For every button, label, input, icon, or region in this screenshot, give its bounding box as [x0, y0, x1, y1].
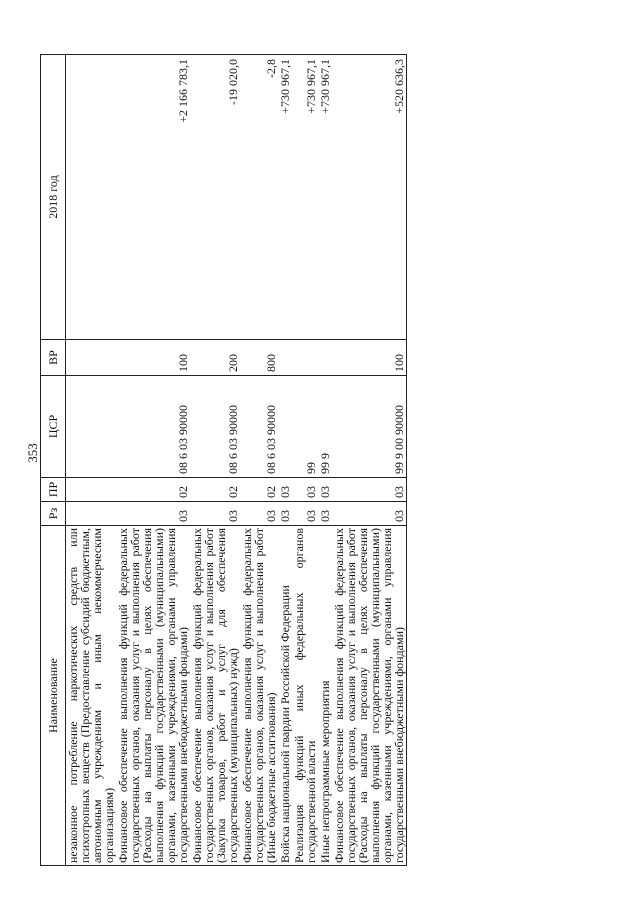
row-name: Финансовое обеспечение выполнения функций федеральных государственных органов, оказания услуг и выполнения работ (Закупка товаров, работ и услуг для обеспечения государственных (муниципальных) нужд): [190, 526, 240, 866]
row-rz: 03: [190, 502, 240, 526]
row-name: незаконное потребление наркотических средств или психотропных веществ (Предоставление субсидий бюджетным, автономным учреждениям и иным некоммерческим организациям): [66, 526, 117, 866]
table-row: [318, 55, 332, 866]
table-row: [332, 55, 407, 866]
header-rz: Рз: [41, 502, 66, 526]
row-csr: 99 9 00 90000: [332, 376, 407, 478]
table-row: [116, 55, 190, 866]
row-amount: +730 967,1: [292, 55, 318, 340]
row-pr: 02: [116, 478, 190, 502]
row-amount: [66, 55, 117, 340]
row-name: Финансовое обеспечение выполнения функций федеральных государственных органов, оказания услуг и выполнения работ (Расходы на выплаты персоналу в целях обеспечения выполнения функций государственными (муниципальными) органами, казенными учреждениями, органами управления государственными внебюджетными фондами): [332, 526, 407, 866]
row-vr: 100: [116, 340, 190, 376]
row-pr: 03: [278, 478, 292, 502]
row-csr: 08 6 03 90000: [116, 376, 190, 478]
row-csr: [278, 376, 292, 478]
row-csr: [66, 376, 117, 478]
row-pr: 02: [190, 478, 240, 502]
row-amount: +730 967,1: [318, 55, 332, 340]
table-header-row: [41, 55, 66, 866]
header-vr: ВР: [41, 340, 66, 376]
row-vr: 100: [332, 340, 407, 376]
row-rz: 03: [240, 502, 278, 526]
table-row: [292, 55, 318, 866]
row-rz: 03: [278, 502, 292, 526]
row-amount: +2 166 783,1: [116, 55, 190, 340]
header-year: 2018 год: [41, 55, 66, 340]
row-name: Иные непрограммные мероприятия: [318, 526, 332, 866]
row-pr: 02: [240, 478, 278, 502]
row-name: Реализация функций иных федеральных органов государственной власти: [292, 526, 318, 866]
row-vr: [66, 340, 117, 376]
budget-table-sheet: [40, 54, 600, 866]
table-row: [190, 55, 240, 866]
row-amount: +730 967,1: [278, 55, 292, 340]
row-csr: 99: [292, 376, 318, 478]
row-rz: 03: [332, 502, 407, 526]
table-row: [240, 55, 278, 866]
row-pr: 03: [292, 478, 318, 502]
row-name: Финансовое обеспечение выполнения функций федеральных государственных органов, оказания услуг и выполнения работ (Расходы на выплаты персоналу в целях обеспечения выполнения функций государственными (муниципальными) органами, казенными учреждениями, органами управления государственными внебюджетными фондами): [116, 526, 190, 866]
table-row: [66, 55, 117, 866]
row-rz: 03: [318, 502, 332, 526]
header-pr: ПР: [41, 478, 66, 502]
row-rz: 03: [116, 502, 190, 526]
row-vr: [292, 340, 318, 376]
row-amount: -19 020,0: [190, 55, 240, 340]
row-vr: [278, 340, 292, 376]
row-rz: [66, 502, 117, 526]
row-amount: +520 636,3: [332, 55, 407, 340]
row-csr: 08 6 03 90000: [190, 376, 240, 478]
header-csr: ЦСР: [41, 376, 66, 478]
budget-table: [40, 54, 407, 866]
row-csr: 99 9: [318, 376, 332, 478]
row-pr: [66, 478, 117, 502]
row-pr: 03: [318, 478, 332, 502]
row-rz: 03: [292, 502, 318, 526]
page-number: 353: [24, 443, 40, 463]
row-name: Войска национальной гвардии Российской Федерации: [278, 526, 292, 866]
table-row: [278, 55, 292, 866]
row-amount: -2,8: [240, 55, 278, 340]
row-vr: 200: [190, 340, 240, 376]
row-vr: 800: [240, 340, 278, 376]
row-csr: 08 6 03 90000: [240, 376, 278, 478]
row-name: Финансовое обеспечение выполнения функций федеральных государственных органов, оказания услуг и выполнения работ (Иные бюджетные ассигнования): [240, 526, 278, 866]
header-name: Наименование: [41, 526, 66, 866]
row-vr: [318, 340, 332, 376]
row-pr: 03: [332, 478, 407, 502]
